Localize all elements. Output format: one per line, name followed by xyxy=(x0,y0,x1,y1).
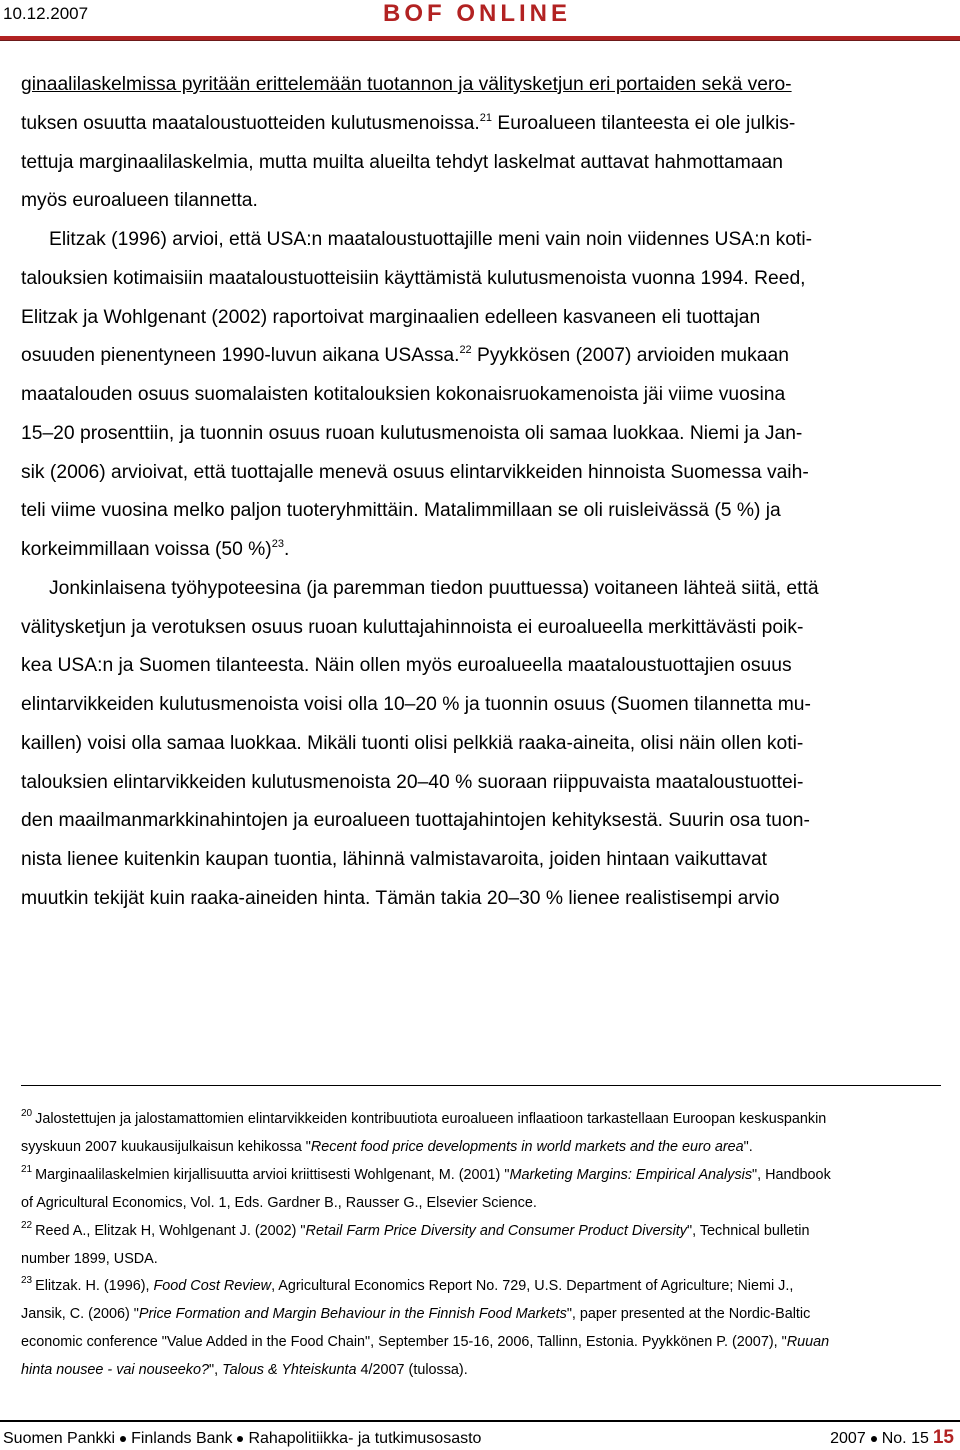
footnote-20-cont: syyskuun 2007 kuukausijulkaisun kehikossa "Recent food price developments in world markets and the euro area". xyxy=(21,1138,753,1155)
body-text xyxy=(21,66,941,919)
footnote-23-cont: hinta nousee - vai nouseeko?", Talous & Yhteiskunta 4/2007 (tulossa). xyxy=(21,1362,468,1379)
body-line xyxy=(21,66,941,105)
page-number: 15 xyxy=(932,1427,954,1448)
body-line: talouksien kotimaisiin maataloustuotteisiin käyttämistä kulutusmenoista vuonna 1994. Reed, xyxy=(21,267,806,289)
body-line-underlined: ginaalilaskelmissa pyritään erittelemään tuotannon ja välitysketjun eri portaiden sekä vero- xyxy=(21,74,792,95)
body-line: elintarvikkeiden kulutusmenoista voisi olla 10–20 % ja tuonnin osuus (Suomen tilannetta mu- xyxy=(21,694,811,715)
body-line: den maailmanmarkkinahintojen ja euroalueen tuottajahintojen kehityksestä. Suurin osa tuon- xyxy=(21,810,810,832)
footer-org2: Finlands Bank xyxy=(131,1430,233,1447)
body-line: kaillen) voisi olla samaa luokkaa. Mikäli tuonti olisi pelkkiä raaka-aineita, olisi näin ollen koti- xyxy=(21,732,804,754)
body-line: muutkin tekijät kuin raaka-aineiden hinta. Tämän takia 20–30 % lienee realistisempi arvio xyxy=(21,887,780,909)
footnote-23-cont: economic conference "Value Added in the Food Chain", September 15-16, 2006, Tallinn, Estonia. Pyykkönen P. (2007), "Ruuan xyxy=(21,1334,830,1351)
body-line: tettuja marginaalilaskelmia, mutta muilta alueilta tehdyt laskelmat auttavat hahmottamaan xyxy=(21,151,783,173)
footer-org xyxy=(3,1430,481,1448)
footnote-ref[interactable]: 22 xyxy=(459,344,472,357)
footnote-21-cont: of Agricultural Economics, Vol. 1, Eds. Gardner B., Rausser G., Elsevier Science. xyxy=(21,1194,537,1211)
bullet-icon xyxy=(871,1436,877,1442)
bullet-icon xyxy=(237,1436,243,1442)
header-title: BOF ONLINE xyxy=(383,0,571,27)
body-line: korkeimmillaan voissa (50 %)$^{23}$. xyxy=(21,538,290,560)
footer-issue-no: No. 15 xyxy=(881,1430,929,1447)
body-line: tuksen osuutta maataloustuotteiden kulutusmenoissa.$^{21}$ Euroalueen tilanteesta ei ole julkis- xyxy=(21,111,796,134)
body-line: välitysketjun ja verotuksen osuus ruoan kuluttajahinnoista ei euroalueella merkittävästi poik- xyxy=(21,616,804,638)
footnote-21: $^{21}$ Marginaalilaskelmien kirjallisuutta arvioi kriittisesti Wohlgenant, M. (2001) "Marketing Margins: Empirical Analysis", Handbook xyxy=(21,1163,831,1183)
footnote-23: $^{23}$ Elitzak. H. (1996), Food Cost Review, Agricultural Economics Report No. 729, U.S. Department of Agriculture; Niemi J., xyxy=(21,1275,794,1295)
body-line: Jonkinlaisena työhypoteesina (ja paremman tiedon puuttuessa) voitaneen lähteä siitä, että xyxy=(49,577,819,599)
body-line: myös euroalueen tilannetta. xyxy=(21,190,258,212)
footer-year: 2007 xyxy=(830,1430,866,1447)
footer-dept: Rahapolitiikka- ja tutkimusosasto xyxy=(248,1430,482,1447)
body-line: sik (2006) arvioivat, että tuottajalle menevä osuus elintarvikkeiden hinnoista Suomessa vaih- xyxy=(21,461,809,483)
footer-issue xyxy=(830,1427,954,1449)
body-line: Elitzak ja Wohlgenant (2002) raportoivat marginaalien edelleen kasvaneen eli tuottajan xyxy=(21,306,761,328)
footnote-ref[interactable]: 23 xyxy=(271,538,284,550)
footnote-number: 23 xyxy=(21,1275,33,1287)
body-line: osuuden pienentyneen 1990-luvun aikana USAssa.$^{22}$ Pyykkösen (2007) arvioiden mukaan xyxy=(21,344,789,367)
body-line: nista lienee kuitenkin kaupan tuontia, lähinnä valmistavaroita, joiden hintaan vaikuttavat xyxy=(21,849,768,870)
footnote-22-cont: number 1899, USDA. xyxy=(21,1250,158,1267)
footer-rule xyxy=(0,1420,960,1422)
header-date: 10.12.2007 xyxy=(3,4,89,23)
footnote-number: 20 xyxy=(21,1108,33,1119)
body-line: 15–20 prosenttiin, ja tuonnin osuus ruoan kulutusmenoista oli samaa luokkaa. Niemi ja Jan- xyxy=(21,422,803,444)
footnote-22: $^{22}$ Reed A., Elitzak H, Wohlgenant J. (2002) "Retail Farm Price Diversity and Consumer Product Diversity", Technical bulletin xyxy=(21,1219,810,1239)
footnote-separator xyxy=(21,1085,941,1086)
footnote-23-cont: Jansik, C. (2006) "Price Formation and Margin Behaviour in the Finnish Food Markets", paper presented at the Nordic-Baltic xyxy=(21,1306,811,1323)
body-line: talouksien elintarvikkeiden kulutusmenoista 20–40 % suoraan riippuvaista maataloustuottei- xyxy=(21,771,804,793)
footnotes xyxy=(21,1106,941,1385)
body-line: kea USA:n ja Suomen tilanteesta. Näin ollen myös euroalueella maataloustuottajien osuus xyxy=(21,655,792,677)
footer-org1: Suomen Pankki xyxy=(3,1430,116,1447)
header-rule-dark xyxy=(0,40,960,41)
footnote-20: $^{20}$ Jalostettujen ja jalostamattomien elintarvikkeiden kontribuutiota euroalueen inflaatioon tarkastellaan Euroopan keskuspankin xyxy=(21,1108,827,1127)
body-line: maatalouden osuus suomalaisten kotitalouksien kokonaisruokamenoista jäi viime vuosina xyxy=(21,384,786,405)
footnote-number: 22 xyxy=(21,1219,33,1231)
bullet-icon xyxy=(120,1436,126,1442)
body-line: teli viime vuosina melko paljon tuoteryhmittäin. Matalimmillaan se oli ruisleivässä (5 %) ja xyxy=(21,500,781,522)
footnote-ref[interactable]: 21 xyxy=(479,111,492,124)
body-line: Elitzak (1996) arvioi, että USA:n maataloustuottajille meni vain noin viidennes USA:n koti- xyxy=(49,229,813,250)
footnote-number: 21 xyxy=(21,1163,33,1175)
